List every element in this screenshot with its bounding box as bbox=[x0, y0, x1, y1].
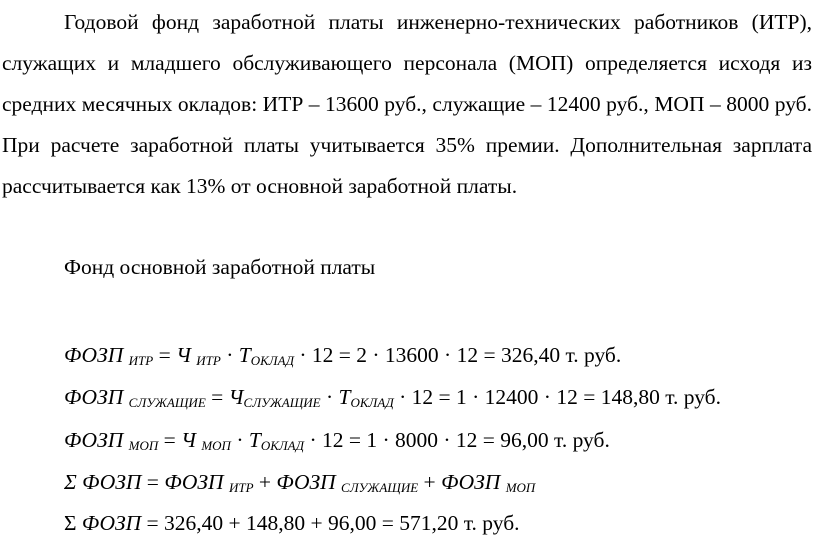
formula-lhs-subscript: СЛУЖАЩИЕ bbox=[128, 395, 206, 410]
sigma-symbol: Σ bbox=[64, 470, 83, 494]
formula-lhs: ФОЗП bbox=[81, 511, 142, 535]
formula-lhs: ФОЗП bbox=[64, 428, 124, 452]
formula-mop bbox=[64, 428, 610, 453]
formula-itr bbox=[64, 343, 621, 368]
formula-rest: · 12 = 1 · 12400 · 12 = 148,80 т. руб. bbox=[393, 385, 721, 409]
formula-salary-subscript: ОКЛАД bbox=[250, 353, 294, 368]
formula-equals: = bbox=[205, 385, 229, 409]
formula-salary: Т bbox=[238, 343, 251, 367]
formula-lhs-subscript: ИТР bbox=[128, 353, 154, 368]
sum-term-mop: ФОЗП bbox=[441, 470, 501, 494]
formula-count: Ч bbox=[176, 343, 191, 367]
formula-rest: · 12 = 1 · 8000 · 12 = 96,00 т. руб. bbox=[304, 428, 610, 452]
formula-lhs: ФОЗП bbox=[64, 343, 124, 367]
formula-equals: = bbox=[141, 470, 165, 494]
formula-sum-result bbox=[64, 511, 520, 536]
formula-dot: · bbox=[220, 343, 239, 367]
intro-paragraph: Годовой фонд заработной платы инженерно-технических работников (ИТР), служащих и младшего обслуживающего персонала (МОП) определяется исходя из средних месячных окладов: ИТР – 13600 руб., служащие – 12400 руб., МОП – 8000 руб. При расчете заработной платы учитывается 35% премии. Дополнительная зарплата рассчитывается как 13% от основной заработной платы. bbox=[2, 10, 812, 198]
sum-term-employees: ФОЗП bbox=[276, 470, 336, 494]
formula-salary-subscript: ОКЛАД bbox=[350, 395, 394, 410]
formula-salary-subscript: ОКЛАД bbox=[260, 438, 305, 453]
formula-salary: Т bbox=[248, 428, 261, 452]
formula-lhs: ФОЗП bbox=[82, 470, 142, 494]
formula-lhs: ФОЗП bbox=[64, 385, 124, 409]
formula-count: Ч bbox=[228, 385, 244, 409]
formula-sum-definition bbox=[64, 470, 535, 495]
formula-rest: = 326,40 + 148,80 + 96,00 = 571,20 т. руб. bbox=[141, 511, 520, 535]
formula-employees bbox=[64, 385, 721, 410]
plus-sign: + bbox=[253, 470, 277, 494]
sum-term-itr-subscript: ИТР bbox=[228, 480, 254, 495]
sum-term-itr: ФОЗП bbox=[164, 470, 224, 494]
formula-count-subscript: ИТР bbox=[196, 353, 221, 368]
formula-salary: Т bbox=[338, 385, 351, 409]
sum-term-employees-subscript: СЛУЖАЩИЕ bbox=[341, 480, 419, 495]
formula-rest: · 12 = 2 · 13600 · 12 = 326,40 т. руб. bbox=[293, 343, 622, 367]
formula-dot: · bbox=[320, 385, 339, 409]
formula-count: Ч bbox=[181, 428, 196, 452]
plus-sign: + bbox=[418, 470, 442, 494]
formula-equals: = bbox=[153, 343, 177, 367]
section-subheading: Фонд основной заработной платы bbox=[64, 255, 376, 279]
formula-equals: = bbox=[158, 428, 182, 452]
formula-dot: · bbox=[230, 428, 249, 452]
sum-term-mop-subscript: МОП bbox=[505, 480, 536, 495]
formula-count-subscript: СЛУЖАЩИЕ bbox=[243, 395, 321, 410]
formula-lhs-subscript: МОП bbox=[128, 438, 159, 453]
formula-count-subscript: МОП bbox=[201, 438, 231, 453]
sigma-symbol: Σ bbox=[64, 511, 82, 535]
